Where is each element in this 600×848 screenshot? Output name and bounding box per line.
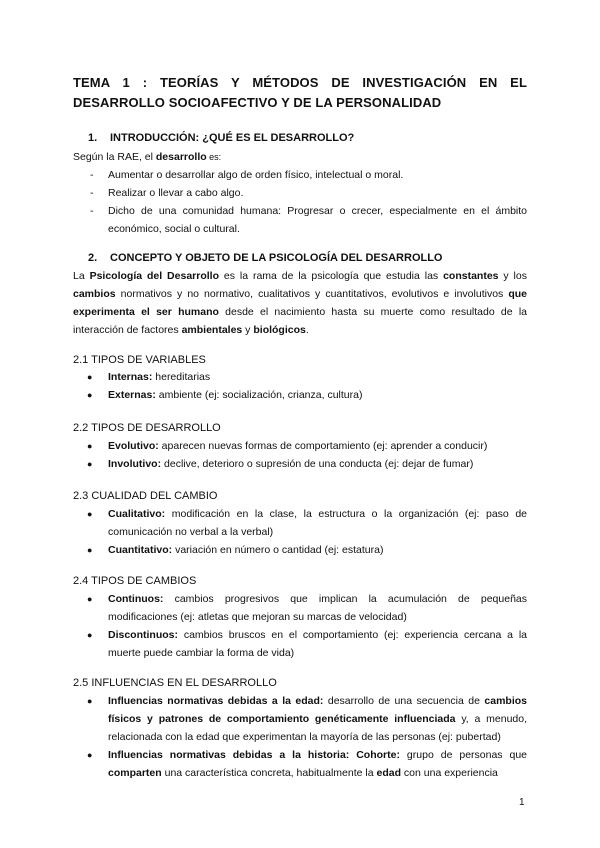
text-run: y los (498, 270, 527, 282)
text-run: es la rama de la psicología que estudia las (219, 270, 444, 282)
intro-prefix: Según la RAE, el (73, 151, 156, 163)
subsection-2-5-heading: 2.5 INFLUENCIAS EN EL DESARROLLO (73, 677, 277, 689)
text-run: La (73, 270, 90, 282)
section-1-intro (73, 148, 527, 166)
item-term: Evolutivo: (108, 440, 159, 452)
dash-marker: - (90, 187, 94, 199)
bold-run: que experimenta el ser humano (73, 288, 527, 318)
item-term: Influencias normativas debidas a la edad: (108, 695, 324, 707)
item-text: con una experiencia (401, 767, 498, 779)
list-item (73, 541, 527, 559)
list-item (73, 626, 527, 662)
bullet-marker: ● (87, 441, 93, 451)
bullet-marker: ● (87, 696, 93, 706)
text-run: normativos y no normativo, cualitativos y cuantitativos, evolutivos e involutivos (115, 288, 509, 300)
text-run: y (242, 324, 254, 336)
section-1-definition-list (73, 166, 527, 238)
text-run: . (305, 324, 309, 336)
item-bold-text: comparten (108, 767, 162, 779)
intro-term: desarrollo (155, 151, 207, 163)
definition-text: Aumentar o desarrollar algo de orden físico, intelectual o moral. (108, 169, 404, 181)
subsection-2-3-list (73, 505, 527, 559)
subsection-2-5-list (73, 692, 527, 782)
section-2-paragraph (73, 267, 527, 339)
bullet-marker: ● (87, 630, 93, 640)
section-2-heading (88, 250, 443, 266)
subsection-2-1-list (73, 368, 527, 404)
item-term: Influencias normativas debidas a la historia: Cohorte: (108, 749, 400, 761)
item-text: cambios progresivos que implican la acumulación de pequeñas modificaciones (ej: atletas que mejoran su marcas de velocidad) (108, 593, 527, 623)
bold-run: biológicos (253, 324, 306, 336)
list-item (73, 746, 527, 782)
section-1-number: 1. (88, 132, 98, 144)
dash-marker: - (90, 205, 94, 217)
item-text: una característica concreta, habitualmente la (161, 767, 377, 779)
dash-marker: - (90, 169, 94, 181)
bold-run: cambios (73, 288, 116, 300)
item-text: desarrollo de una secuencia de (323, 695, 485, 707)
bold-run: constantes (443, 270, 499, 282)
item-text: variación en número o cantidad (ej: estatura) (172, 544, 384, 556)
section-1-heading (88, 130, 354, 146)
item-text: hereditarias (152, 371, 211, 383)
section-2-heading-text: CONCEPTO Y OBJETO DE LA PSICOLOGÍA DEL DESARROLLO (110, 252, 443, 264)
item-term: Involutivo: (108, 458, 162, 470)
item-text: ambiente (ej: socialización, crianza, cultura) (155, 389, 363, 401)
item-text: y, a menudo, relacionada con la edad que experimentan la mayoría de las personas (ej: pubertad) (108, 713, 528, 743)
list-item (73, 184, 527, 202)
definition-text: Realizar o llevar a cabo algo. (108, 187, 244, 199)
bullet-marker: ● (87, 750, 93, 760)
section-2-number: 2. (88, 252, 98, 264)
intro-suffix: es: (206, 152, 222, 162)
list-item (73, 505, 527, 541)
item-term: Internas: (108, 371, 153, 383)
subsection-2-2-list (73, 437, 527, 473)
subsection-2-2-heading: 2.2 TIPOS DE DESARROLLO (73, 422, 221, 434)
subsection-2-1-heading: 2.1 TIPOS DE VARIABLES (73, 354, 206, 366)
list-item (73, 368, 527, 386)
item-term: Continuos: (108, 593, 164, 605)
bullet-marker: ● (87, 509, 93, 519)
item-text: declive, deterioro o supresión de una conducta (ej: dejar de fumar) (161, 458, 474, 470)
item-bold-text: edad (376, 767, 401, 779)
page-number: 1 (519, 797, 525, 808)
item-term: Cualitativo: (108, 508, 166, 520)
item-term: Externas: (108, 389, 156, 401)
subsection-2-4-list (73, 590, 527, 662)
bullet-marker: ● (87, 459, 93, 469)
definition-text: Dicho de una comunidad humana: Progresar o crecer, especialmente en el ámbito económico, social o cultural. (108, 205, 527, 235)
item-term: Cuantitativo: (108, 544, 173, 556)
bold-run: Psicología del Desarrollo (89, 270, 219, 282)
list-item (73, 455, 527, 473)
section-1-heading-text: INTRODUCCIÓN: ¿QUÉ ES EL DESARROLLO? (110, 132, 355, 144)
item-text: aparecen nuevas formas de comportamiento (ej: aprender a conducir) (158, 440, 488, 452)
item-text: grupo de personas que (399, 749, 528, 761)
bold-run: ambientales (181, 324, 243, 336)
subsection-2-3-heading: 2.3 CUALIDAD DEL CAMBIO (73, 490, 218, 502)
item-text: modificación en la clase, la estructura o la organización (ej: paso de comunicación no verbal a la verbal) (108, 508, 527, 538)
text-run: desde el nacimiento hasta su muerte como resultado de la interacción de factores (73, 306, 527, 336)
list-item (73, 202, 527, 238)
bullet-marker: ● (87, 390, 93, 400)
list-item (73, 692, 527, 746)
subsection-2-4-heading: 2.4 TIPOS DE CAMBIOS (73, 575, 197, 587)
list-item (73, 166, 527, 184)
bullet-marker: ● (87, 594, 93, 604)
list-item (73, 386, 527, 404)
bullet-marker: ● (87, 372, 93, 382)
list-item (73, 590, 527, 626)
item-bold-text: cambios físicos y patrones de comportamiento genéticamente influenciada (108, 695, 527, 725)
item-term: Discontinuos: (108, 629, 178, 641)
list-item (73, 437, 527, 455)
bullet-marker: ● (87, 545, 93, 555)
item-text: cambios bruscos en el comportamiento (ej: experiencia cercana a la muerte puede cambiar la forma de vida) (108, 629, 527, 659)
document-title: TEMA 1 : TEORÍAS Y MÉTODOS DE INVESTIGACIÓN EN EL DESARROLLO SOCIOAFECTIVO Y DE LA PERSONALIDAD (73, 75, 527, 110)
